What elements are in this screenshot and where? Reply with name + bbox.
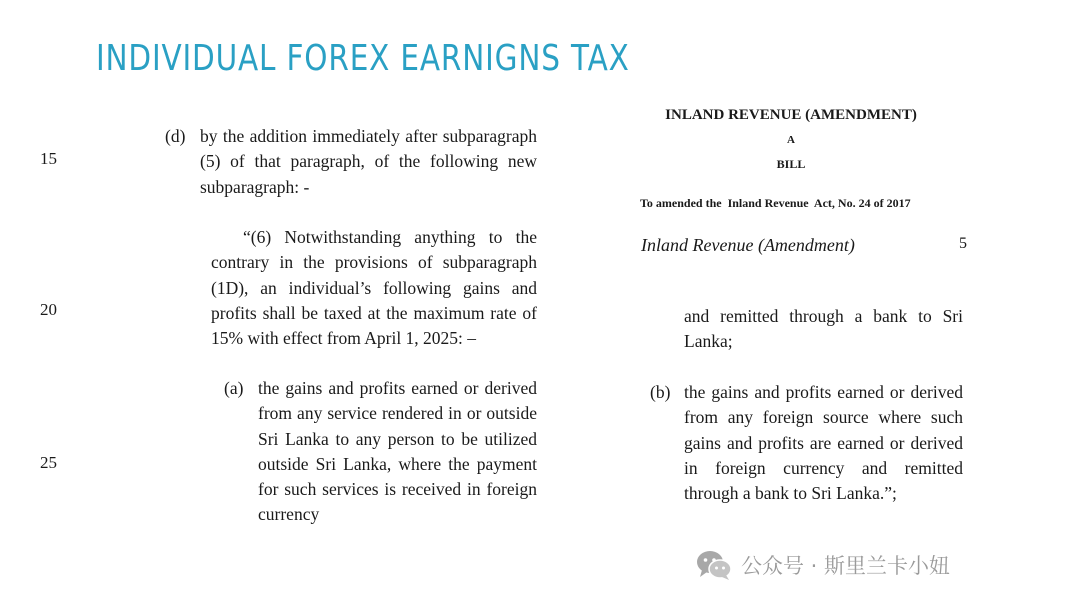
- clause-d-text: by the addition immediately after subparagraph (5) of that paragraph, of the following new subparagraph: -: [200, 126, 537, 197]
- bill-article: A: [787, 134, 795, 146]
- watermark-text: 公众号 · 斯里兰卡小妞: [741, 554, 951, 578]
- continued-text: and remitted through a bank to Sri Lanka;: [684, 306, 963, 352]
- line-number: 20: [40, 300, 57, 319]
- wechat-icon: [695, 548, 733, 582]
- bill-title: INLAND REVENUE (AMENDMENT): [665, 107, 917, 123]
- watermark: [695, 548, 950, 582]
- clause-a-marker: (a): [224, 378, 244, 398]
- subparagraph-6-text: “(6) Notwithstanding anything to the contrary in the provisions of subparagraph (1D), an individual’s following gains and profits shall be taxed at the maximum rate of 15% with effect from April 1, 2025: –: [211, 227, 537, 349]
- page-title: INDIVIDUAL FOREX EARNIGNS TAX: [96, 38, 630, 79]
- bill-subtitle: To amended the Inland Revenue Act, No. 24 of 2017: [640, 196, 911, 210]
- line-number: 15: [40, 149, 57, 168]
- clause-a-text: the gains and profits earned or derived from any service rendered in or outside Sri Lanka to any person to be utilized outside Sri Lanka, where the payment for such services is received in foreign currency: [258, 378, 537, 525]
- page-number: 5: [959, 235, 967, 252]
- clause-d-marker: (d): [165, 126, 186, 146]
- clause-b-marker: (b): [650, 382, 671, 402]
- line-number: 25: [40, 453, 57, 472]
- running-head: [641, 235, 967, 256]
- running-head-title: Inland Revenue (Amendment): [641, 235, 855, 255]
- bill-label: BILL: [776, 157, 806, 171]
- clause-b-text: the gains and profits earned or derived from any foreign source where such gains and profits are earned or derived in foreign currency and remitted through a bank to Sri Lanka.”;: [684, 382, 963, 504]
